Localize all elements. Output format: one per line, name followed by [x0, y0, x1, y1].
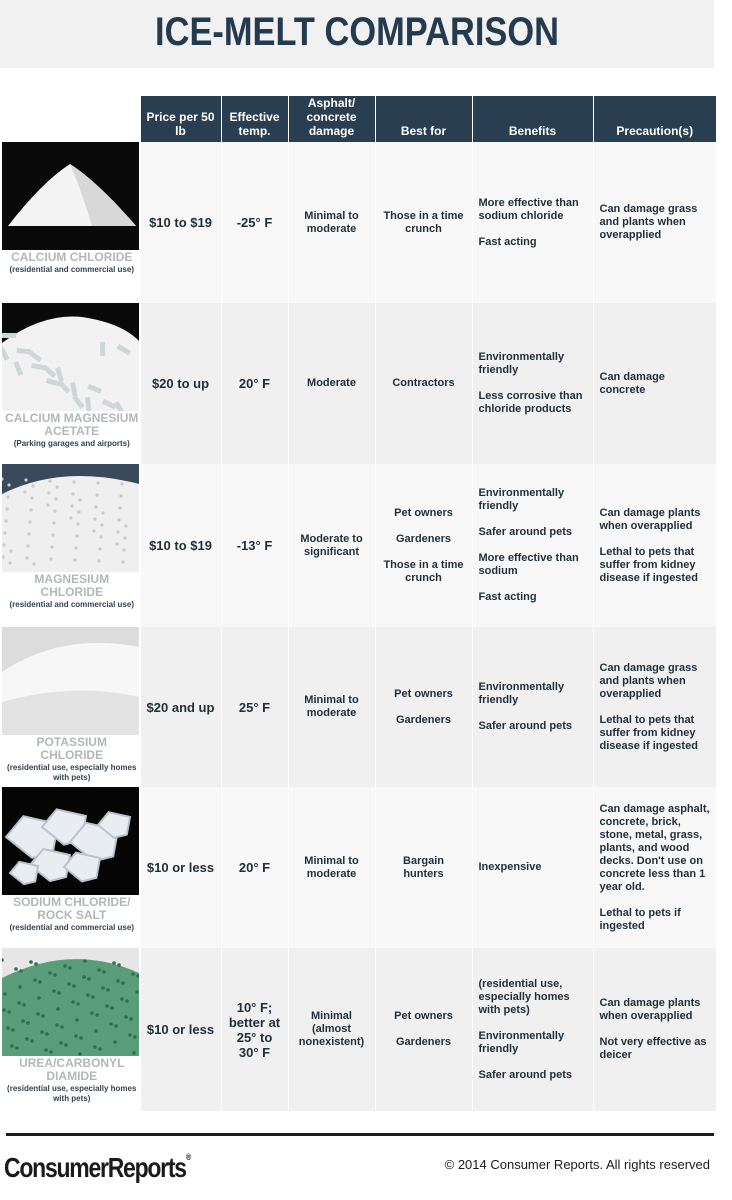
logo-registered-mark: ® [185, 1152, 192, 1162]
precautions-cell [593, 303, 716, 464]
footer-rule [6, 1133, 714, 1136]
header-benefits: Benefits [472, 96, 593, 142]
cell-line: Pet owners [394, 506, 453, 519]
cell-line: Those in a time crunch [383, 558, 464, 584]
header-best-for: Best for [375, 96, 472, 142]
cell-line: Not very effective as deicer [599, 1036, 707, 1061]
temp-cell: 20° F [221, 787, 288, 948]
cell-line: Pet owners [394, 687, 453, 700]
cell-line: Pet owners [394, 1010, 453, 1022]
cell-line: Contractors [392, 377, 455, 389]
material-name: MAGNESIUM CHLORIDE [34, 572, 110, 599]
benefits-cell [472, 787, 593, 948]
comparison-table [2, 96, 716, 1111]
material-name: CALCIUM MAGNESIUM ACETATE [5, 411, 139, 438]
benefits-cell [472, 142, 593, 303]
material-name: SODIUM CHLORIDE/ ROCK SALT [13, 895, 131, 922]
best-for-cell [375, 464, 472, 627]
cell-line: Environmentally friendly [478, 487, 565, 512]
cell-line: Safer around pets [478, 720, 573, 732]
material-cell [2, 948, 140, 1111]
material-name: CALCIUM CHLORIDE [11, 250, 133, 264]
cell-line: Lethal to pets that suffer from kidney disease if ingested [599, 545, 698, 584]
damage-cell: Minimal to moderate [288, 787, 375, 948]
price-cell: $20 and up [140, 627, 221, 787]
material-use: (residential use, especially homes with pets) [7, 763, 137, 782]
material-cell [2, 787, 140, 948]
material-use: (Parking garages and airports) [13, 439, 130, 448]
table-row [2, 948, 716, 1111]
cell-line: Safer around pets [478, 526, 573, 538]
material-cell [2, 464, 140, 627]
material-name: UREA/CARBONYL DIAMIDE [19, 1056, 125, 1083]
price-cell: $10 to $19 [140, 142, 221, 303]
cell-line: Bargain hunters [403, 854, 444, 880]
table-row [2, 303, 716, 464]
cell-line: Environmentally friendly [478, 351, 565, 376]
copyright-notice: © 2014 Consumer Reports. All rights reserved [444, 1157, 710, 1172]
header-blank [2, 96, 140, 142]
benefits-cell [472, 464, 593, 627]
material-use: (residential use, especially homes with pets) [7, 1084, 137, 1103]
temp-cell: 25° F [221, 627, 288, 787]
damage-cell: Minimal to moderate [288, 142, 375, 303]
header-damage: Asphalt/ concrete damage [288, 96, 375, 142]
header-row [2, 96, 716, 142]
cell-line: Can damage concrete [599, 370, 665, 396]
cell-line: Can damage grass and plants when overapplied [599, 203, 698, 241]
cell-line: More effective than sodium chloride [478, 196, 579, 222]
table-row [2, 142, 716, 303]
precautions-cell [593, 142, 716, 303]
best-for-cell [375, 303, 472, 464]
benefits-cell [472, 948, 593, 1111]
material-photo [2, 464, 139, 572]
logo-text: ConsumerReports [4, 1152, 186, 1183]
material-cell [2, 627, 140, 787]
material-cell [2, 303, 140, 464]
material-cell [2, 142, 140, 303]
material-use: (residential and commercial use) [9, 923, 134, 932]
table-row [2, 464, 716, 627]
material-photo [2, 948, 139, 1056]
damage-cell: Minimal (almost nonexistent) [288, 948, 375, 1111]
cell-line: (residential use, especially homes with pets) [478, 977, 570, 1016]
header-price: Price per 50 lb [140, 96, 221, 142]
benefits-cell [472, 627, 593, 787]
benefits-cell [472, 303, 593, 464]
cell-line: Gardeners [395, 1036, 452, 1048]
cell-line: Environmentally friendly [478, 681, 565, 706]
header-precautions: Precaution(s) [593, 96, 716, 142]
material-photo [2, 787, 139, 895]
cell-line: Fast acting [478, 591, 537, 603]
cell-line: Lethal to pets if ingested [599, 906, 681, 932]
cell-line: Can damage plants when overapplied [599, 506, 701, 532]
material-name: POTASSIUM CHLORIDE [36, 735, 107, 762]
cell-line: Fast acting [478, 235, 537, 248]
material-photo [2, 142, 139, 250]
temp-cell: -25° F [221, 142, 288, 303]
cell-line: Those in a time crunch [383, 209, 464, 235]
cell-line: Safer around pets [478, 1068, 573, 1081]
cell-line: Inexpensive [478, 861, 542, 873]
material-photo [2, 303, 139, 411]
damage-cell: Moderate [288, 303, 375, 464]
price-cell: $10 or less [140, 787, 221, 948]
cell-line: Can damage asphalt, concrete, brick, stone, metal, grass, plants, and wood decks. Don't use on concrete less than 1 year old. [599, 802, 710, 893]
cell-line: Lethal to pets that suffer from kidney disease if ingested [599, 713, 698, 752]
best-for-cell [375, 142, 472, 303]
material-use: (residential and commercial use) [9, 265, 134, 274]
material-use: (residential and commercial use) [9, 600, 134, 609]
temp-cell: -13° F [221, 464, 288, 627]
temp-cell: 10° F; better at 25° to 30° F [221, 948, 288, 1111]
precautions-cell [593, 627, 716, 787]
temp-cell: 20° F [221, 303, 288, 464]
cell-line: Gardeners [395, 713, 452, 726]
cell-line: Less corrosive than chloride products [478, 390, 583, 415]
price-cell: $20 to up [140, 303, 221, 464]
material-photo [2, 627, 139, 735]
cell-line: More effective than sodium [478, 552, 579, 577]
header-temp: Effective temp. [221, 96, 288, 142]
precautions-cell [593, 787, 716, 948]
damage-cell: Minimal to moderate [288, 627, 375, 787]
best-for-cell [375, 787, 472, 948]
page-title: ICE-MELT COMPARISON [155, 10, 559, 54]
precautions-cell [593, 464, 716, 627]
precautions-cell [593, 948, 716, 1111]
cell-line: Gardeners [395, 532, 452, 545]
best-for-cell [375, 948, 472, 1111]
cell-line: Environmentally friendly [478, 1029, 565, 1055]
best-for-cell [375, 627, 472, 787]
price-cell: $10 or less [140, 948, 221, 1111]
cell-line: Can damage plants when overapplied [599, 997, 701, 1022]
damage-cell: Moderate to significant [288, 464, 375, 627]
table-row [2, 627, 716, 787]
table-row [2, 787, 716, 948]
cell-line: Can damage grass and plants when overapplied [599, 661, 698, 700]
consumer-reports-logo [4, 1152, 191, 1184]
price-cell: $10 to $19 [140, 464, 221, 627]
